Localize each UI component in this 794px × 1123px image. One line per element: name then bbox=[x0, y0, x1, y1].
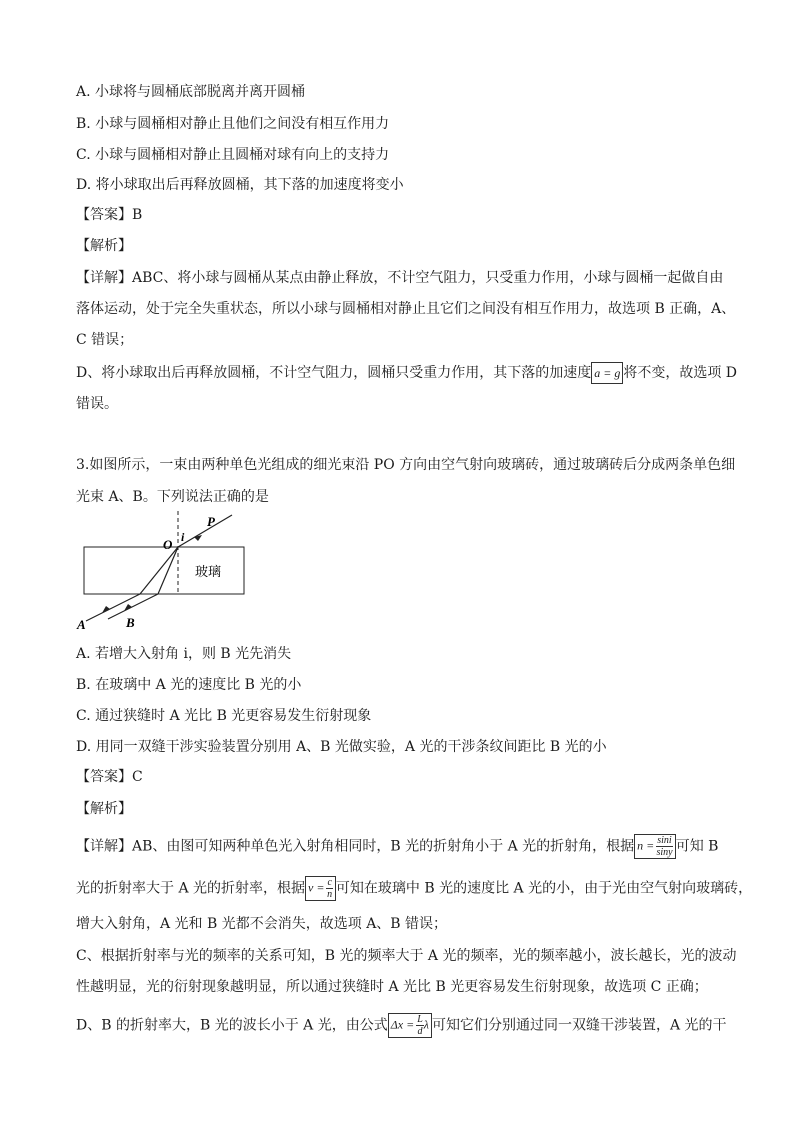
q2-answer: 【答案】B bbox=[76, 207, 143, 223]
label-o: O bbox=[163, 537, 173, 552]
q2-detail-4-text-a: D、将小球取出后再释放圆桶，不计空气阻力，圆桶只受重力作用，其下落的加速度 bbox=[76, 365, 592, 381]
label-a: A bbox=[77, 617, 86, 632]
q2-detail-line-5: 错误。 bbox=[76, 396, 118, 412]
formula-dx-fraction bbox=[416, 1014, 424, 1037]
q3-option-b: B. 在玻璃中 A 光的速度比 B 光的小 bbox=[76, 677, 302, 693]
q2-detail-line-1: 【详解】ABC、将小球与圆桶从某点由静止释放，不计空气阻力，只受重力作用，小球与圆桶一起做自由 bbox=[76, 270, 724, 286]
q3-option-a: A. 若增大入射角 i，则 B 光先消失 bbox=[76, 646, 292, 662]
label-p: P bbox=[207, 514, 215, 529]
label-b: B bbox=[126, 615, 135, 630]
q3-detail-2-text-a: 光的折射率大于 A 光的折射率，根据 bbox=[76, 880, 306, 897]
q2-detail-line-2: 落体运动，处于完全失重状态，所以小球与圆桶相对静止且它们之间没有相互作用力，故选项 B 正确，A、 bbox=[76, 301, 736, 317]
label-glass: 玻璃 bbox=[195, 564, 222, 579]
formula-v-fraction bbox=[326, 877, 332, 900]
label-i: i bbox=[181, 530, 185, 544]
q2-detail-line-4 bbox=[76, 362, 737, 384]
incident-arrow bbox=[194, 535, 202, 541]
formula-n-numerator: sini bbox=[657, 835, 672, 846]
formula-a-equals-g: a = g bbox=[591, 362, 623, 384]
q3-detail-line-6 bbox=[76, 1013, 727, 1038]
q3-stem-line-2: 光束 A、B。下列说法正确的是 bbox=[76, 489, 269, 505]
q3-detail-line-1 bbox=[76, 834, 718, 859]
refraction-figure bbox=[74, 509, 254, 634]
refraction-diagram bbox=[74, 509, 254, 634]
formula-v-lhs: v = bbox=[308, 880, 325, 895]
formula-v-numerator: c bbox=[327, 877, 332, 888]
q3-stem-line-1: 3.如图所示，一束由两种单色光组成的细光束沿 PO 方向由空气射向玻璃砖，通过玻璃砖后分成两条单色细 bbox=[76, 457, 736, 473]
formula-refractive-index bbox=[634, 834, 676, 859]
q3-detail-1-text-a: 【详解】AB、由图可知两种单色光入射角相同时，B 光的折射角小于 A 光的折射角，根据 bbox=[76, 838, 635, 855]
q3-answer: 【答案】C bbox=[76, 769, 143, 785]
q2-option-a: A. 小球将与圆桶底部脱离并离开圆桶 bbox=[76, 84, 306, 100]
formula-n-fraction bbox=[656, 835, 672, 858]
q3-detail-line-3: 增大入射角，A 光和 B 光都不会消失，故选项 A、B 错误； bbox=[76, 916, 448, 932]
q3-detail-line-2 bbox=[76, 876, 752, 901]
q3-detail-6-text-b: 可知它们分别通过同一双缝干涉装置，A 光的干 bbox=[431, 1017, 727, 1034]
ray-a-arrow bbox=[102, 606, 110, 613]
q3-option-c: C. 通过狭缝时 A 光比 B 光更容易发生衍射现象 bbox=[76, 708, 372, 724]
q2-option-c: C. 小球与圆桶相对静止且圆桶对球有向上的支持力 bbox=[76, 147, 390, 163]
q3-detail-line-5: 性越明显，光的衍射现象越明显，所以通过狭缝时 A 光比 B 光更容易发生衍射现象，故选项 C 正确； bbox=[76, 979, 708, 995]
q3-option-d: D. 用同一双缝干涉实验装置分别用 A、B 光做实验，A 光的干涉条纹间距比 B 光的小 bbox=[76, 739, 607, 755]
q3-detail-6-text-a: D、B 的折射率大，B 光的波长小于 A 光，由公式 bbox=[76, 1017, 388, 1034]
formula-fringe-spacing bbox=[388, 1013, 432, 1038]
formula-dx-lhs: Δx = bbox=[390, 1017, 415, 1032]
ray-b-in-glass bbox=[158, 547, 178, 594]
formula-dx-denominator: d bbox=[417, 1026, 423, 1037]
q3-analysis-heading: 【解析】 bbox=[76, 801, 132, 817]
ray-a-in-glass bbox=[140, 547, 178, 594]
q2-option-d: D. 将小球取出后再释放圆桶，其下落的加速度将变小 bbox=[76, 177, 404, 193]
incident-ray bbox=[178, 515, 232, 547]
formula-v-denominator: n bbox=[327, 889, 333, 900]
formula-velocity bbox=[305, 876, 336, 901]
q3-detail-2-text-b: 可知在玻璃中 B 光的速度比 A 光的小，由于光由空气射向玻璃砖， bbox=[335, 880, 753, 897]
formula-dx-lambda: λ bbox=[423, 1017, 429, 1032]
q3-detail-1-text-b: 可知 B bbox=[675, 838, 719, 855]
q2-detail-4-text-b: 将不变，故选项 D bbox=[623, 365, 738, 381]
q2-analysis-heading: 【解析】 bbox=[76, 238, 132, 254]
formula-n-lhs: n = bbox=[637, 838, 655, 853]
q3-detail-line-4: C、根据折射率与光的频率的关系可知，B 光的频率大于 A 光的频率，光的频率越小，波长越长，光的波动 bbox=[76, 948, 737, 964]
q2-detail-line-3: C 错误； bbox=[76, 332, 134, 348]
q2-option-b: B. 小球与圆桶相对静止且他们之间没有相互作用力 bbox=[76, 116, 390, 132]
ray-b-arrow bbox=[124, 604, 132, 611]
formula-dx-numerator: L bbox=[417, 1014, 423, 1025]
formula-n-denominator: siny bbox=[656, 847, 673, 858]
